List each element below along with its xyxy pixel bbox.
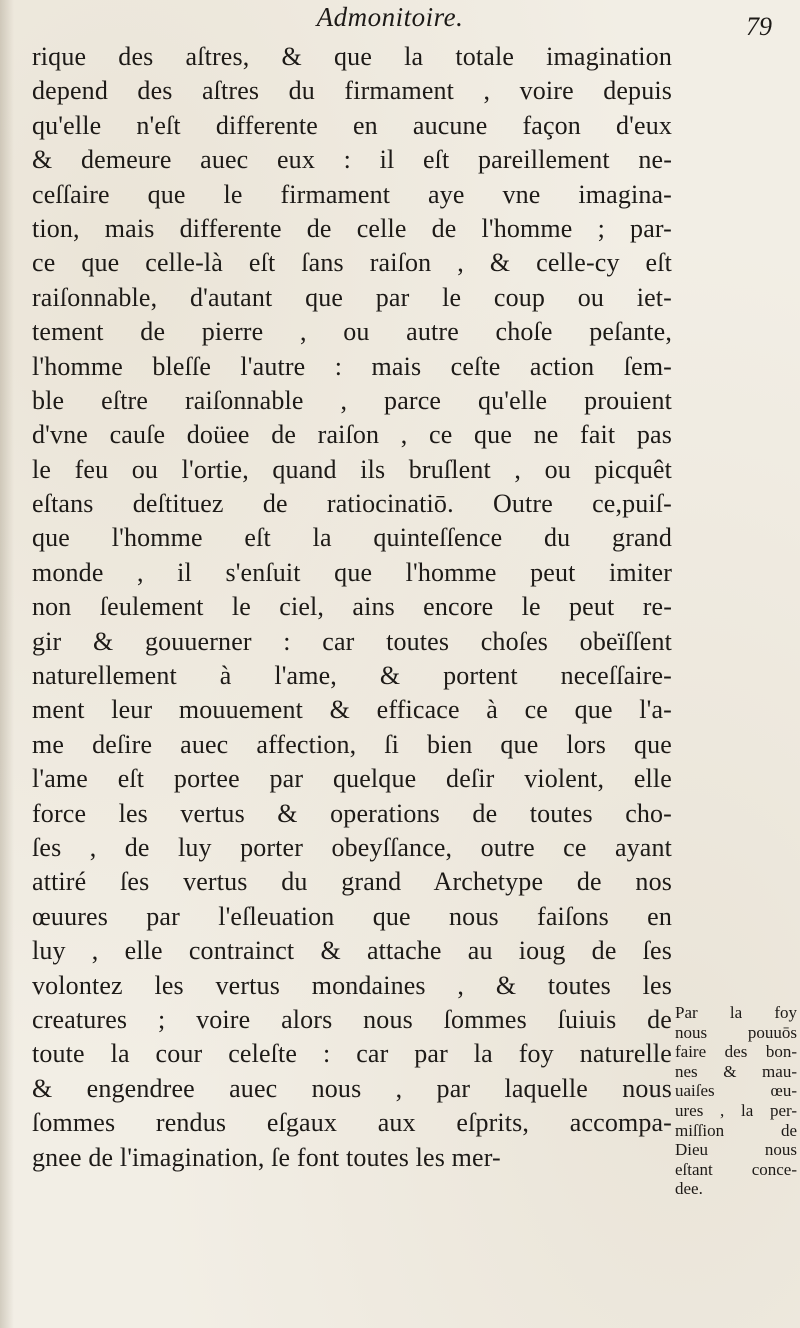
- text-line: gnee de l'imagination, ſe font toutes les mer-: [32, 1142, 501, 1172]
- text-line: non ſeulement le ciel, ains encore le peut re-: [32, 592, 672, 622]
- text-line: monde , il s'enſuit que l'homme peut imiter: [32, 557, 672, 587]
- marginal-note-line: ures , la per-: [675, 1100, 797, 1120]
- marginal-note-line: uaiſes œu-: [675, 1081, 797, 1101]
- text-line: ment leur mouuement & efficace à ce que l'a-: [32, 695, 672, 725]
- text-line: tion, mais differente de celle de l'homme ; par-: [32, 213, 672, 243]
- text-line: qu'elle n'eſt differente en aucune façon d'eux: [32, 110, 672, 140]
- running-head: Admonitoire.: [316, 2, 464, 32]
- text-line: ſes , de luy porter obeyſſance, outre ce ayant: [32, 832, 672, 862]
- marginal-note-line: nous pouuōs: [675, 1022, 797, 1042]
- text-line: force les vertus & operations de toutes cho-: [32, 798, 672, 828]
- marginal-note-line: eſtant conce-: [675, 1159, 797, 1179]
- text-line: naturellement à l'ame, & portent neceſſaire-: [32, 661, 672, 691]
- text-line: volontez les vertus mondaines , & toutes les: [32, 970, 672, 1000]
- text-line: l'ame eſt portee par quelque deſir violent, elle: [32, 764, 672, 794]
- marginal-note-line: nes & mau-: [675, 1061, 797, 1081]
- marginal-note-line: faire des bon-: [675, 1042, 797, 1062]
- marginal-note-line: Dieu nous: [675, 1140, 797, 1160]
- text-line: & demeure auec eux : il eſt pareillement ne-: [32, 145, 672, 175]
- text-line: d'vne cauſe doüee de raiſon , ce que ne fait pas: [32, 420, 672, 450]
- text-line: creatures ; voire alors nous ſommes ſuiuis de: [32, 1004, 672, 1034]
- text-line: me deſire auec affection, ſi bien que lors que: [32, 729, 672, 759]
- text-line: que l'homme eſt la quinteſſence du grand: [32, 523, 672, 553]
- text-line: toute la cour celeſte : car par la foy naturelle: [32, 1039, 672, 1069]
- text-line: depend des aſtres du firmament , voire depuis: [32, 76, 672, 106]
- marginal-note: [675, 1003, 797, 1199]
- marginal-note-line: Par la foy: [675, 1003, 797, 1022]
- text-line: gir & gouuerner : car toutes choſes obeïſſent: [32, 626, 672, 656]
- text-line: attiré ſes vertus du grand Archetype de nos: [32, 867, 672, 897]
- text-line: ce que celle-là eſt ſans raiſon , & celle-cy eſt: [32, 248, 672, 278]
- text-line: luy , elle contrainct & attache au ioug de ſes: [32, 936, 672, 966]
- body-text: [32, 40, 672, 1175]
- page-number: 79: [746, 12, 772, 41]
- text-line: raiſonnable, d'autant que par le coup ou iet-: [32, 282, 672, 312]
- text-line: rique des aſtres, & que la totale imagination: [32, 42, 672, 71]
- text-line: & engendree auec nous , par laquelle nous: [32, 1073, 672, 1103]
- text-line: l'homme bleſſe l'autre : mais ceſte action ſem-: [32, 351, 672, 381]
- page-gutter-shadow: [0, 0, 14, 1328]
- text-line: ceſſaire que le firmament aye vne imagina-: [32, 179, 672, 209]
- marginal-note-line: miſſion de: [675, 1120, 797, 1140]
- text-line: ble eſtre raiſonnable , parce qu'elle prouient: [32, 385, 672, 415]
- text-line: œuures par l'eſleuation que nous faiſons en: [32, 901, 672, 931]
- text-line: tement de pierre , ou autre choſe peſante,: [32, 317, 672, 347]
- text-line: ſommes rendus eſgaux aux eſprits, accompa-: [32, 1108, 672, 1138]
- text-line: le feu ou l'ortie, quand ils bruſlent , ou picquêt: [32, 454, 672, 484]
- text-line: eſtans deſtituez de ratiocinatiō. Outre ce,puiſ-: [32, 489, 672, 519]
- marginal-note-line: dee.: [675, 1179, 703, 1199]
